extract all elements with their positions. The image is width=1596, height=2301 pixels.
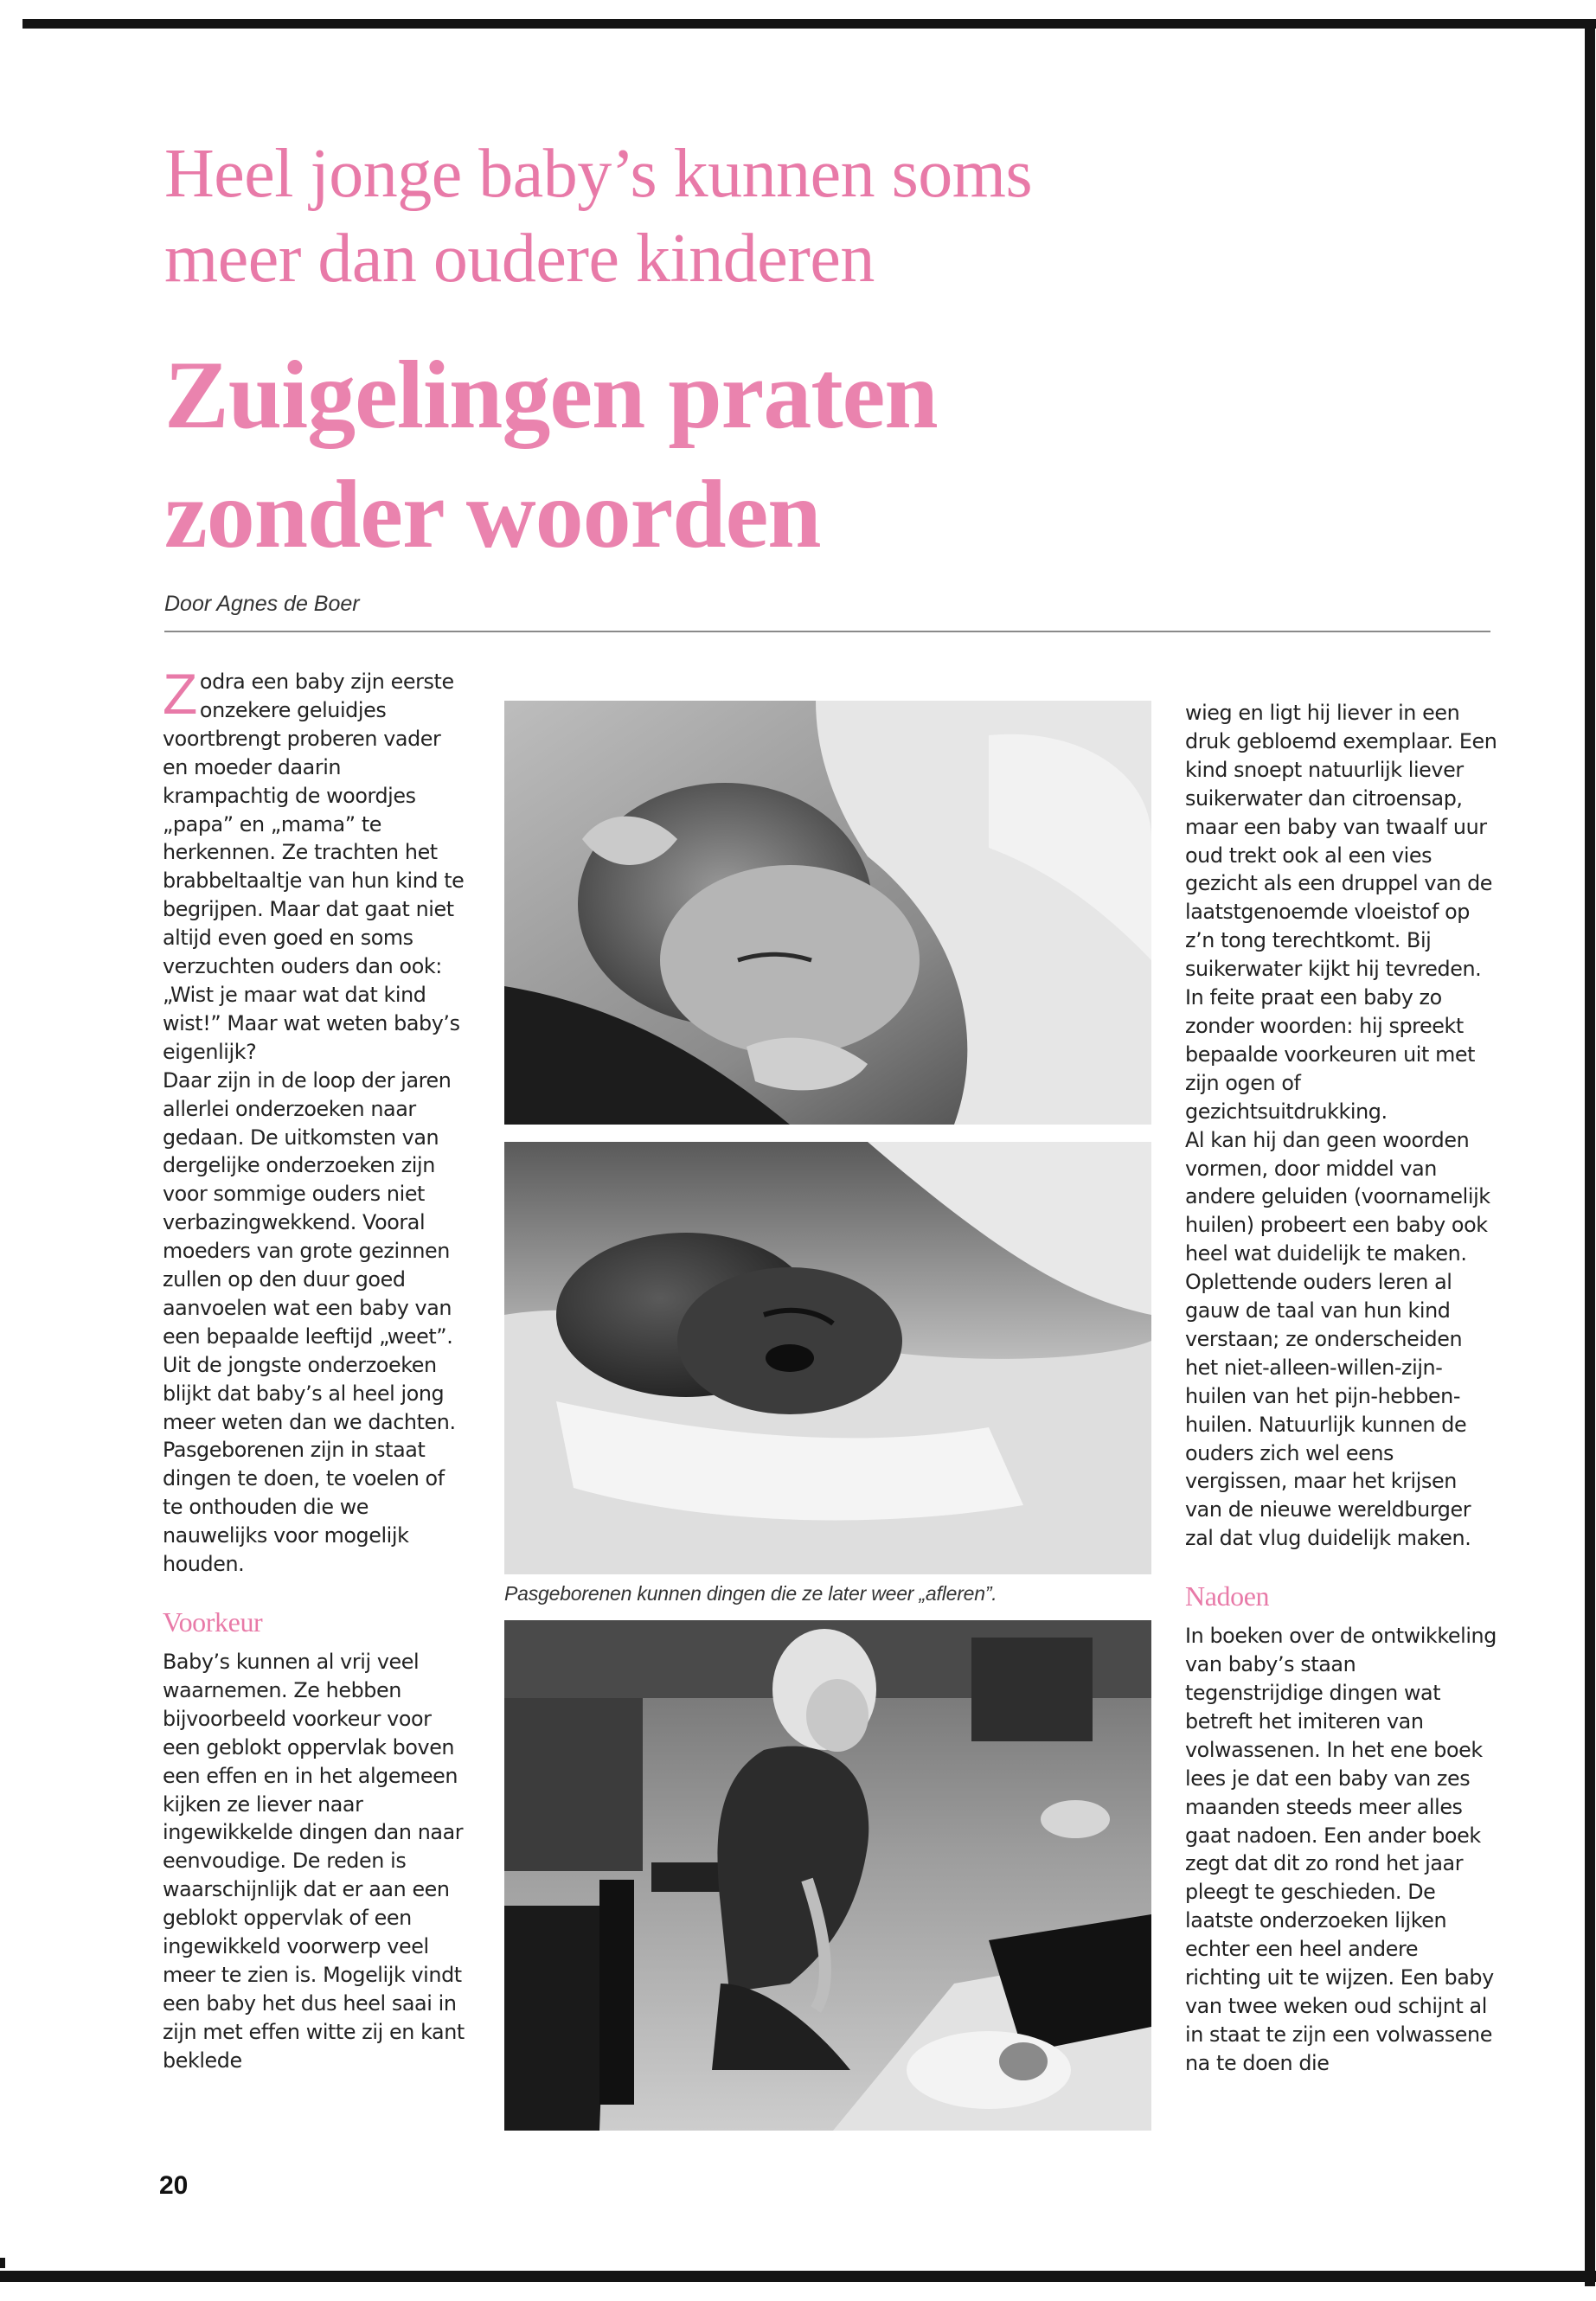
article-kicker: [164, 131, 1375, 301]
subheading-voorkeur: Voorkeur: [163, 1606, 263, 1638]
text-column-1: [163, 662, 467, 2138]
drop-cap: Z: [163, 662, 197, 726]
article-headline: [164, 336, 1289, 574]
photo-caption: Pasgeborenen kunnen dingen die ze later weer „afleren”.: [504, 1582, 997, 1605]
scan-speck: [0, 2258, 5, 2268]
headline-line-2: zonder woorden: [164, 461, 821, 568]
paragraph: Baby’s kunnen al vrij veel waarnemen. Ze hebben bijvoorbeeld voorkeur voor een geblokt oppervlak boven een effen en in het algemeen kijken ze liever naar ingewikkelde dingen dan naar eenvoudige. De reden is waarschijnlijk dat er aan een geblokt oppervlak of een ingewikkeld voorwerp veel meer te zien is. Mogelijk vindt een baby het dus heel saai in zijn met effen witte zij en kant beklede: [163, 1650, 465, 2073]
photo-sleeping-newborn-image: [504, 701, 1151, 1125]
paragraph-text: odra een baby zijn eerste onzekere geluidjes voortbrengt proberen vader en moeder daarin krampachtig de woordjes „papa” en „mama” te herkennen. Ze trachten het brabbeltaaltje van hun kind te begrijpen. Maar dat gaat niet altijd even goed en soms verzuchten ouders dan ook: „Wist je maar wat dat kind wist!” Maar wat weten baby’s eigenlijk?: [163, 670, 465, 1064]
kicker-line-2: meer dan oudere kinderen: [164, 221, 875, 297]
headline-line-1: Zuigelingen praten: [164, 342, 938, 449]
scan-border-bottom: [0, 2271, 1596, 2282]
header-divider: [164, 631, 1490, 632]
paragraph: [163, 662, 467, 1067]
photo-crying-newborn: [504, 1142, 1151, 1574]
subheading-nadoen: Nadoen: [1185, 1580, 1270, 1612]
photo-girl-with-baby: [504, 1620, 1151, 2131]
scan-border-top: [22, 19, 1596, 29]
text-column-3: [1185, 699, 1498, 2152]
paragraph: Daar zijn in de loop der jaren allerlei onderzoeken naar gedaan. De uitkomsten van dergelijke onderzoeken zijn voor sommige ouders niet verbazingwekkend. Vooral moeders van grote gezinnen zullen op den duur goed aanvoelen wat een baby van een bepaalde leeftijd „weet”.: [163, 1067, 453, 1349]
paragraph: wieg en ligt hij liever in een druk gebloemd exemplaar. Een kind snoept natuurlijk liever suikerwater dan citroensap, maar een baby van twaalf uur oud trekt ook al een vies gezicht als een druppel van de laatstgenoemde vloeistof op z’n tong terechtkomt. Bij suikerwater kijkt hij tevreden. In feite praat een baby zo zonder woorden: hij spreekt bepaalde voorkeuren uit met zijn ogen of gezichtsuitdrukking.: [1185, 701, 1497, 1124]
kicker-line-1: Heel jonge baby’s kunnen soms: [164, 136, 1033, 212]
page-number: 20: [159, 2171, 189, 2200]
scan-border-right: [1585, 24, 1595, 2286]
photo-sleeping-newborn: [504, 701, 1151, 1125]
photo-girl-with-baby-image: [504, 1620, 1151, 2131]
paragraph: Uit de jongste onderzoeken blijkt dat baby’s al heel jong meer weten dan we dachten. Pasgeborenen zijn in staat dingen te doen, te voelen of te onthouden die we nauwelijks voor mogelijk houden.: [163, 1352, 456, 1577]
paragraph: Al kan hij dan geen woorden vormen, door middel van andere geluiden (voornamelijk huilen) probeert een baby ook heel wat duidelijk te maken. Oplettende ouders leren al gauw de taal van hun kind verstaan; ze onderscheiden het niet-alleen-willen-zijn-huilen van het pijn-hebben-huilen. Natuurlijk kunnen de ouders zich wel eens vergissen, maar het krijsen van de nieuwe wereldburger zal dat vlug duidelijk maken.: [1185, 1127, 1490, 1551]
paragraph: In boeken over de ontwikkeling van baby’s staan tegenstrijdige dingen wat betreft het imiteren van volwassenen. In het ene boek lees je dat een baby van zes maanden steeds meer alles gaat nadoen. Een ander boek zegt dat dit zo rond het jaar pleegt te geschieden. De laatste onderzoeken lijken echter een heel andere richting uit te wijzen. Een baby van twee weken oud schijnt al in staat te zijn een volwassene na te doen die: [1185, 1624, 1497, 2075]
byline: Door Agnes de Boer: [164, 592, 360, 616]
photo-crying-newborn-image: [504, 1142, 1151, 1574]
